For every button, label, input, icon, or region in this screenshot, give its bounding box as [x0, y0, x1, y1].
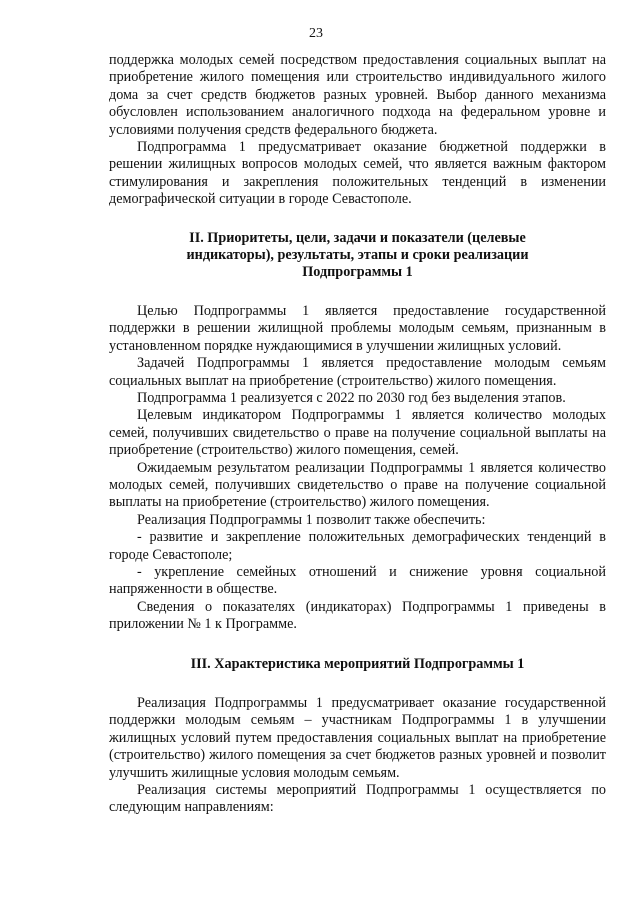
section-2-list-item: - развитие и закрепление положительных демографических тенденций в городе Севастополе;: [109, 529, 606, 563]
intro-paragraph: Подпрограмма 1 предусматривает оказание бюджетной поддержки в решении жилищных вопросов молодых семей, что является важным фактором стимулирования и закрепления положительных тенденций в изменении демографической ситуации в городе Севастополе.: [109, 139, 606, 208]
section-2-heading: II. Приоритеты, цели, задачи и показатели (целевые индикаторы), результаты, этапы и сроки реализации Подпрограммы 1: [186, 229, 529, 281]
section-2-paragraph: Ожидаемым результатом реализации Подпрограммы 1 является количество молодых семей, получивших свидетельство о праве на получение социальной выплаты на приобретение (строительство) жилого помещения.: [109, 459, 606, 511]
page-content: [109, 52, 606, 817]
section-2-paragraph: Целевым индикатором Подпрограммы 1 является количество молодых семей, получивших свидетельство о праве на получение социальной выплаты на приобретение (строительство) жилого помещения, семей.: [109, 407, 606, 459]
section-3-heading-block: [109, 656, 606, 673]
section-2-paragraph: Подпрограмма 1 реализуется с 2022 по 2030 год без выделения этапов.: [137, 389, 566, 406]
section-2-paragraph: Реализация Подпрограммы 1 позволит также обеспечить:: [137, 511, 486, 528]
section-2-paragraph: Сведения о показателях (индикаторах) Подпрограммы 1 приведены в приложении № 1 к Программе.: [109, 598, 606, 633]
section-3-paragraph: Реализация системы мероприятий Подпрограммы 1 осуществляется по следующим направлениям:: [109, 782, 606, 816]
section-3-heading: III. Характеристика мероприятий Подпрограммы 1: [190, 655, 525, 672]
section-2-heading-block: [109, 230, 606, 282]
section-3-paragraph: Реализация Подпрограммы 1 предусматривает оказание государственной поддержки молодым семьям – участникам Подпрограммы 1 в улучшении жилищных условий путем предоставления социальных выплат на приобретение (строительство) жилого помещения за счет бюджетов разных уровней и позволит улучшить жилищные условия молодым семьям.: [109, 695, 606, 781]
page-number: 23: [309, 26, 323, 41]
section-2-paragraph: Задачей Подпрограммы 1 является предоставление молодым семьям социальных выплат на приобретение (строительство) жилого помещения.: [109, 355, 606, 389]
intro-paragraph: поддержка молодых семей посредством предоставления социальных выплат на приобретение жилого помещения или строительство индивидуального жилого дома за счет средств бюджетов разных уровней. Выбор данного механизма обусловлен использованием аналогичного подхода на федеральном уровне и условиями получения средств федерального бюджета.: [109, 52, 606, 138]
section-2-list-item: - укрепление семейных отношений и снижение уровня социальной напряженности в обществе.: [109, 563, 606, 598]
section-2-paragraph: Целью Подпрограммы 1 является предоставление государственной поддержки в решении жилищной проблемы молодым семьям, признанным в установленном порядке нуждающимися в улучшении жилищных условий.: [109, 302, 606, 354]
